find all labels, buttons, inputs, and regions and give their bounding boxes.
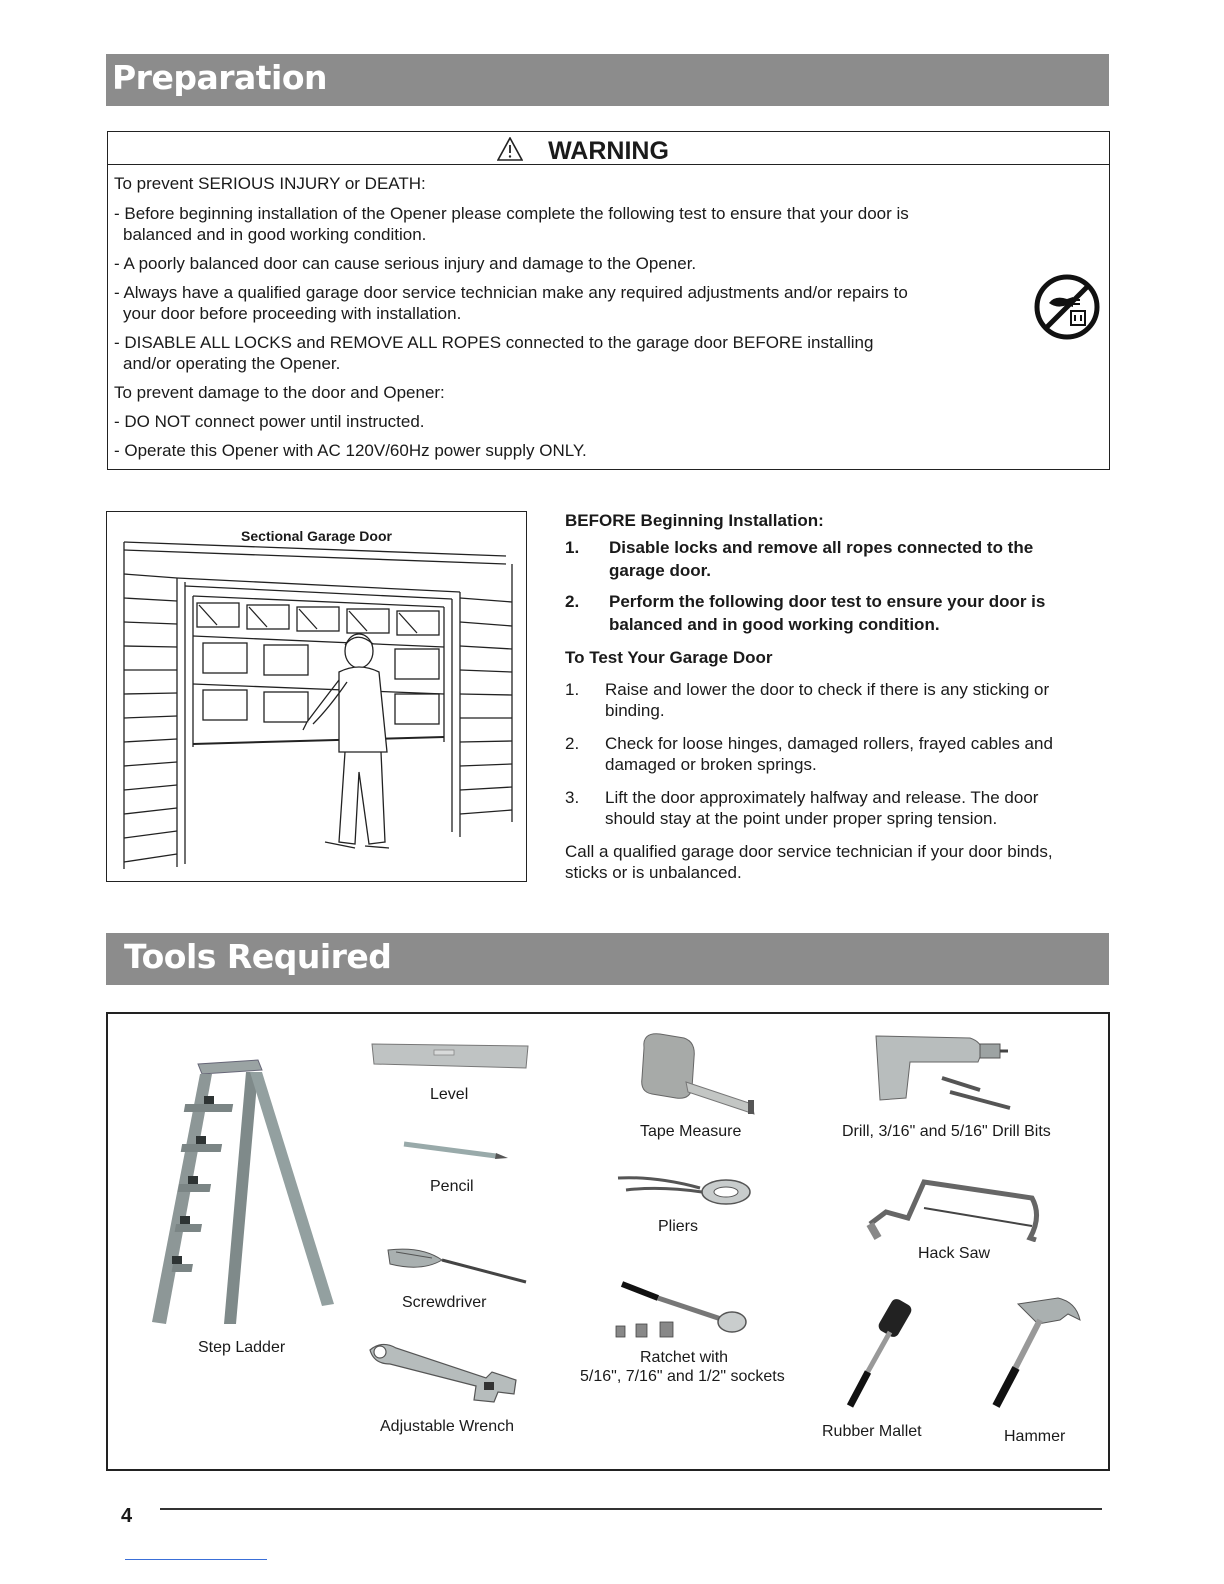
page-number: 4 (121, 1505, 133, 1527)
tool-label: Hack Saw (918, 1245, 991, 1262)
step-ladder-icon (138, 1054, 338, 1334)
warning-intro: To prevent SERIOUS INJURY or DEATH: (114, 174, 426, 193)
section-banner-preparation (106, 54, 1109, 106)
ratchet-icon (608, 1278, 758, 1348)
tools-box (106, 1012, 1110, 1471)
tool-label: Screwdriver (402, 1294, 487, 1311)
tool-label: Pliers (658, 1218, 699, 1235)
tool-label: Hammer (1004, 1428, 1066, 1445)
closing-text-cont: sticks or is unbalanced. (565, 863, 742, 882)
pliers-icon (616, 1162, 756, 1212)
step-number: 2. (565, 592, 580, 611)
drill-icon (870, 1028, 1030, 1118)
tape-measure-icon (636, 1028, 766, 1118)
hack-saw-icon (864, 1168, 1048, 1242)
garage-door-figure (106, 511, 527, 882)
level-icon (370, 1038, 530, 1074)
section-title: Tools Required (124, 937, 392, 976)
step-text: Disable locks and remove all ropes connected to the (609, 538, 1034, 557)
rubber-mallet-icon (838, 1296, 928, 1416)
step-text: Lift the door approximately halfway and release. The door (605, 788, 1039, 807)
tool-label: Level (430, 1086, 469, 1103)
warning-item-cont: your door before proceeding with installation. (123, 304, 462, 323)
warning-box (107, 131, 1110, 470)
no-power-plug-icon (1033, 273, 1101, 341)
warning-item: - DO NOT connect power until instructed. (114, 412, 425, 431)
warning-item: - A poorly balanced door can cause serious injury and damage to the Opener. (114, 254, 697, 273)
step-text-cont: binding. (605, 701, 665, 720)
step-text-cont: damaged or broken springs. (605, 755, 817, 774)
step-text-cont: should stay at the point under proper spring tension. (605, 809, 998, 828)
tool-label: Tape Measure (640, 1123, 742, 1140)
tool-label: Step Ladder (198, 1339, 286, 1356)
section-banner-tools (106, 933, 1109, 985)
closing-text: Call a qualified garage door service technician if your door binds, (565, 842, 1053, 861)
warning-title: WARNING (548, 137, 669, 165)
warning-item-cont: and/or operating the Opener. (123, 354, 341, 373)
link-underline (125, 1559, 267, 1560)
tool-label-cont: 5/16", 7/16" and 1/2" sockets (580, 1368, 785, 1385)
before-heading: BEFORE Beginning Installation: (565, 511, 824, 530)
step-text-cont: garage door. (609, 561, 712, 580)
tool-label: Drill, 3/16" and 5/16" Drill Bits (842, 1123, 1051, 1140)
warning-item: - Always have a qualified garage door service technician make any required adjustments and/or repairs to (114, 283, 908, 302)
step-text: Perform the following door test to ensure your door is (609, 592, 1046, 611)
tool-label: Pencil (430, 1178, 474, 1195)
tool-label: Rubber Mallet (822, 1423, 922, 1440)
step-text: Check for loose hinges, damaged rollers, frayed cables and (605, 734, 1053, 753)
step-number: 1. (565, 538, 580, 557)
screwdriver-icon (382, 1240, 532, 1288)
warning-triangle-icon (497, 137, 523, 161)
step-number: 2. (565, 734, 580, 753)
warning-item: - Before beginning installation of the Opener please complete the following test to ensure that your door is (114, 204, 909, 223)
test-heading: To Test Your Garage Door (565, 648, 773, 667)
footer-rule (160, 1508, 1102, 1510)
warning-intro: To prevent damage to the door and Opener: (114, 383, 445, 402)
hammer-icon (978, 1294, 1088, 1414)
warning-header (108, 132, 1109, 165)
step-number: 3. (565, 788, 580, 807)
warning-item-cont: balanced and in good working condition. (123, 225, 427, 244)
adjustable-wrench-icon (366, 1338, 526, 1408)
section-title: Preparation (112, 58, 328, 97)
pencil-icon (400, 1138, 510, 1162)
step-number: 1. (565, 680, 580, 699)
tool-label: Adjustable Wrench (380, 1418, 514, 1435)
step-text-cont: balanced and in good working condition. (609, 615, 940, 634)
garage-door-illustration (107, 512, 526, 881)
warning-item: - Operate this Opener with AC 120V/60Hz power supply ONLY. (114, 441, 587, 460)
figure-caption: Sectional Garage Door (241, 528, 392, 544)
warning-item: - DISABLE ALL LOCKS and REMOVE ALL ROPES connected to the garage door BEFORE installing (114, 333, 874, 352)
tool-label: Ratchet with (640, 1349, 729, 1366)
step-text: Raise and lower the door to check if there is any sticking or (605, 680, 1050, 699)
